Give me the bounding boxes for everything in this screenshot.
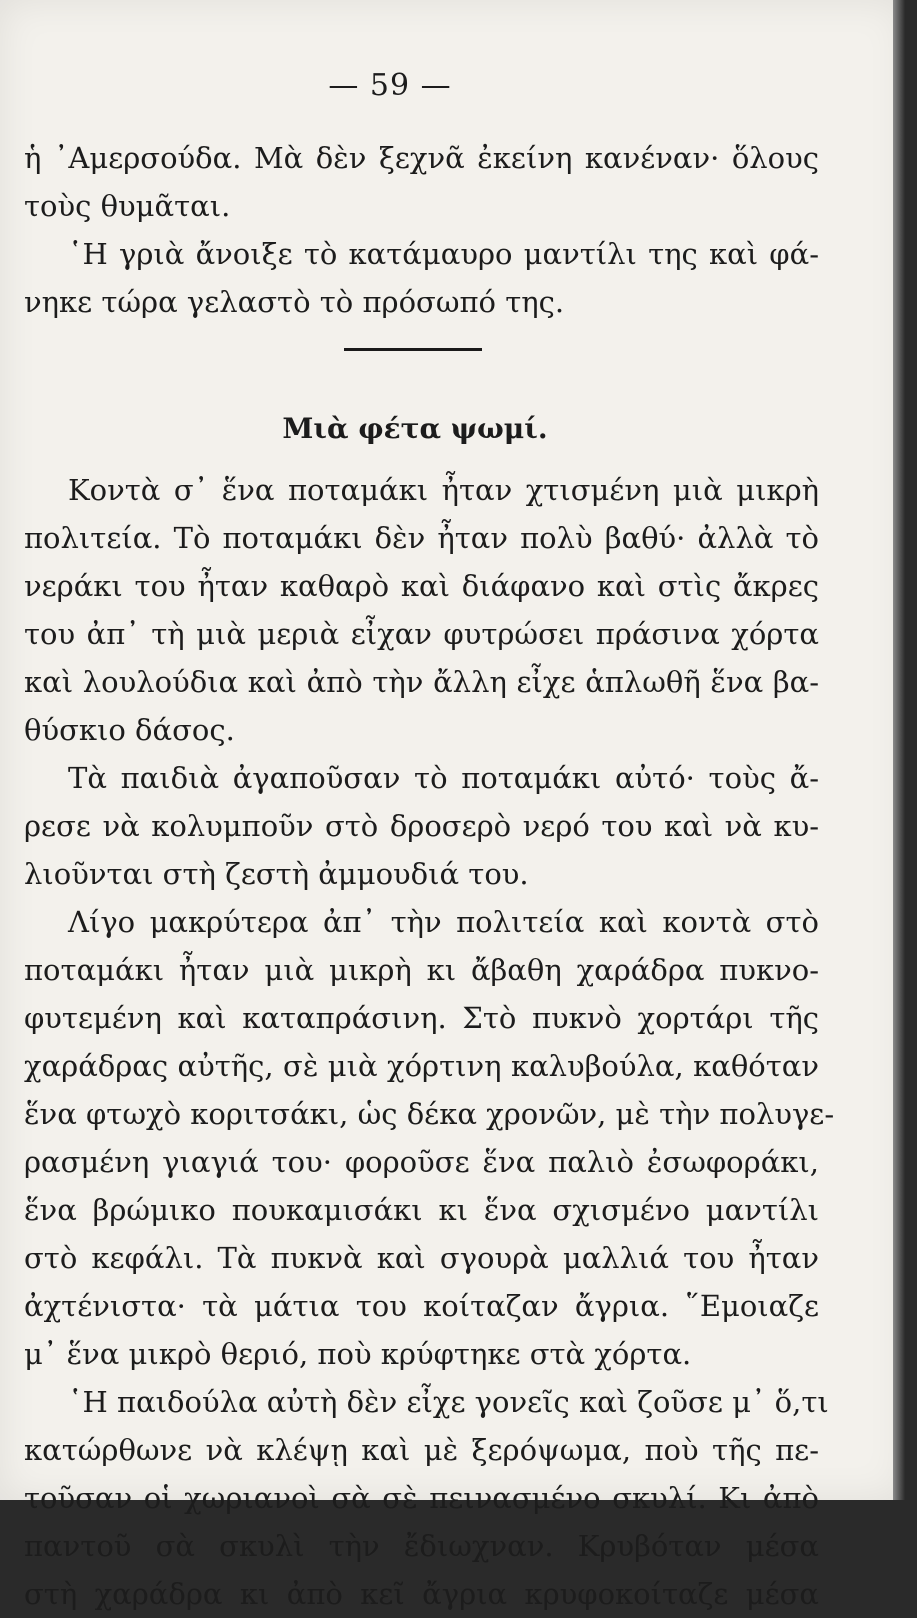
text-line: λιοῦνται στὴ ζεστὴ ἀμμουδιά του. [24, 857, 529, 891]
text-line: ῾Η γριὰ ἄνοιξε τὸ κατάμαυρο μαντίλι της καὶ φά- [68, 237, 819, 271]
text-line: μ᾿ ἕνα μικρὸ θεριό, ποὺ κρύφτηκε στὰ χόρτα. [24, 1337, 692, 1371]
text-line: χαράδρας αὐτῆς, σὲ μιὰ χόρτινη καλυβούλα, καθόταν [24, 1049, 819, 1083]
text-line: ἕνα φτωχὸ κοριτσάκι, ὡς δέκα χρονῶν, μὲ τὴν πολυγε- [24, 1097, 835, 1131]
previous-story-ending [24, 134, 819, 326]
text-line: παντοῦ σὰ σκυλὶ τὴν ἔδιωχναν. Κρυβόταν μέσα [24, 1529, 819, 1563]
text-line: ποταμάκι ἦταν μιὰ μικρὴ κι ἄβαθη χαράδρα πυκνο- [24, 953, 819, 987]
text-line: θύσκιο δάσος. [24, 713, 235, 747]
story-text [24, 466, 835, 1618]
text-line: του ἀπ᾿ τὴ μιὰ μεριὰ εἶχαν φυτρώσει πράσινα χόρτα [24, 617, 819, 651]
book-spine-shadow [893, 0, 905, 1500]
text-line: ἡ ᾿Αμερσούδα. Μὰ δὲν ξεχνᾶ ἐκείνη κανέναν· ὅλους [24, 141, 819, 175]
text-line: πολιτεία. Τὸ ποταμάκι δὲν ἦταν πολὺ βαθύ· ἀλλὰ τὸ [24, 521, 819, 555]
text-line: καὶ λουλούδια καὶ ἀπὸ τὴν ἄλλη εἶχε ἁπλωθῆ ἕνα βα- [24, 665, 819, 699]
text-line: Τὰ παιδιὰ ἀγαποῦσαν τὸ ποταμάκι αὐτό· τοὺς ἄ- [68, 761, 819, 795]
text-line: Λίγο μακρύτερα ἀπ᾿ τὴν πολιτεία καὶ κοντὰ στὸ [68, 905, 819, 939]
text-line: ρεσε νὰ κολυμποῦν στὸ δροσερὸ νερό του καὶ νὰ κυ- [24, 809, 819, 843]
section-title: Μιὰ φέτα ψωμί. [282, 412, 548, 445]
text-line: ἕνα βρώμικο πουκαμισάκι κι ἕνα σχισμένο μαντίλι [24, 1193, 819, 1227]
text-line: κατώρθωνε νὰ κλέψῃ καὶ μὲ ξερόψωμα, ποὺ τῆς πε- [24, 1433, 819, 1467]
text-line: νηκε τώρα γελαστὸ τὸ πρόσωπό της. [24, 285, 565, 319]
text-line: στὴ χαράδρα κι ἀπὸ κεῖ ἄγρια κρυφοκοίταζε μέσα [24, 1577, 819, 1611]
text-line: τοῦσαν οἱ χωριανοὶ σὰ σὲ πεινασμένο σκυλί. Κι ἀπὸ [24, 1481, 819, 1515]
text-line: ἀχτένιστα· τὰ μάτια του κοίταζαν ἄγρια. ῞Εμοιαζε [24, 1289, 819, 1323]
text-line: Κοντὰ σ᾿ ἕνα ποταμάκι ἦταν χτισμένη μιὰ μικρὴ [68, 473, 819, 507]
text-line: φυτεμένη καὶ καταπράσινη. Στὸ πυκνὸ χορτάρι τῆς [24, 1001, 819, 1035]
text-line: ῾Η παιδούλα αὐτὴ δὲν εἶχε γονεῖς καὶ ζοῦσε μ᾿ ὅ,τι [68, 1385, 829, 1419]
text-line: νεράκι του ἦταν καθαρὸ καὶ διάφανο καὶ στὶς ἄκρες [24, 569, 819, 603]
text-line: ρασμένη γιαγιά του· φοροῦσε ἕνα παλιὸ ἐσωφοράκι, [24, 1145, 819, 1179]
text-line: τοὺς θυμᾶται. [24, 189, 231, 223]
page-number: — 59 — [328, 68, 452, 103]
text-line: στὸ κεφάλι. Τὰ πυκνὰ καὶ σγουρὰ μαλλιά του ἦταν [24, 1241, 819, 1275]
section-divider [344, 348, 482, 351]
